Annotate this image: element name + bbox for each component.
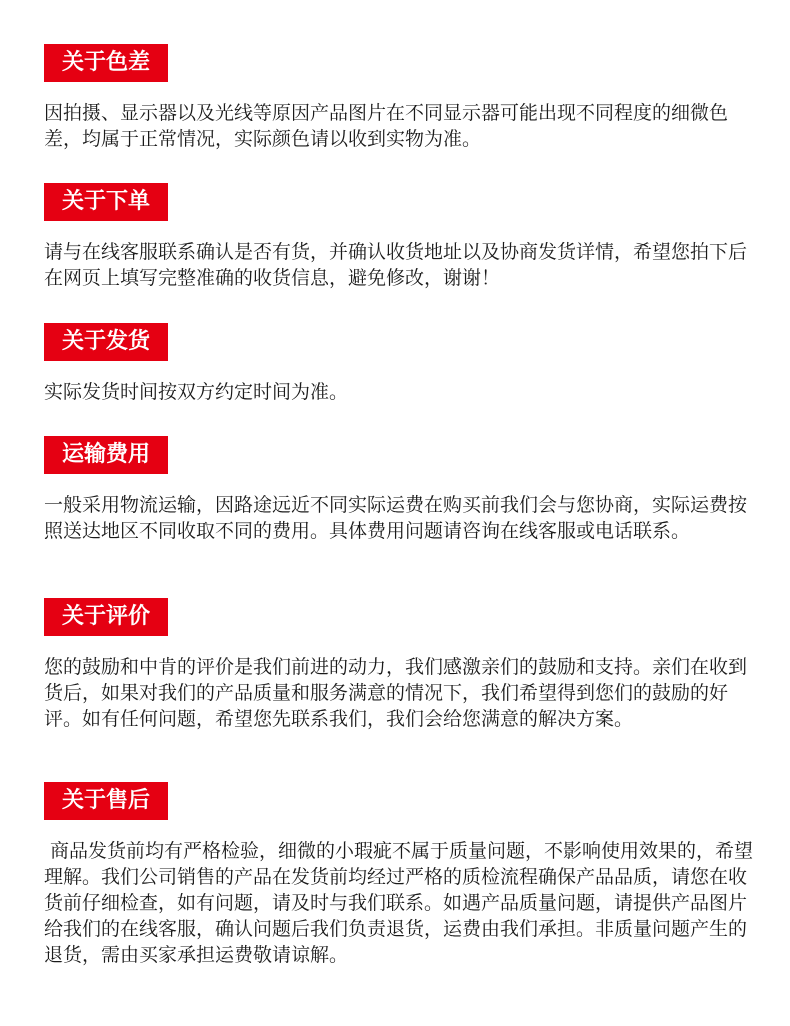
section-body: 请与在线客服联系确认是否有货，并确认收货地址以及协商发货详情，希望您拍下后在网页上填写完整准确的收货信息，避免修改，谢谢！ (44, 241, 748, 289)
section-title: 关于售后 (44, 782, 168, 820)
section-reviews (44, 598, 754, 732)
section-title: 运输费用 (44, 436, 168, 474)
section-body: 因拍摄、显示器以及光线等原因产品图片在不同显示器可能出现不同程度的细微色差，均属于正常情况，实际颜色请以收到实物为准。 (44, 102, 729, 150)
section-title: 关于评价 (44, 598, 168, 636)
section-title: 关于发货 (44, 323, 168, 361)
section-body: 一般采用物流运输，因路途远近不同实际运费在购买前我们会与您协商，实际运费按照送达地区不同收取不同的费用。具体费用问题请咨询在线客服或电话联系。 (44, 494, 748, 542)
section-title: 关于下单 (44, 183, 168, 221)
section-shipping-cost (44, 436, 754, 544)
section-title: 关于色差 (44, 44, 168, 82)
section-after-sales (44, 782, 754, 968)
section-body: 实际发货时间按双方约定时间为准。 (44, 381, 349, 403)
section-ordering (44, 183, 754, 291)
section-color-difference (44, 44, 754, 152)
section-shipping (44, 323, 754, 405)
section-body: 商品发货前均有严格检验，细微的小瑕疵不属于质量问题，不影响使用效果的，希望理解。我们公司销售的产品在发货前均经过严格的质检流程确保产品品质，请您在收货前仔细检查，如有问题，请及时与我们联系。如遇产品质量问题，请提供产品图片给我们的在线客服，确认问题后我们负责退货，运费由我们承担。非质量问题产生的退货，需由买家承担运费敬请谅解。 (44, 840, 754, 966)
section-body: 您的鼓励和中肯的评价是我们前进的动力，我们感激亲们的鼓励和支持。亲们在收到货后，如果对我们的产品质量和服务满意的情况下，我们希望得到您们的鼓励的好评。如有任何问题，希望您先联系我们，我们会给您满意的解决方案。 (44, 656, 748, 730)
